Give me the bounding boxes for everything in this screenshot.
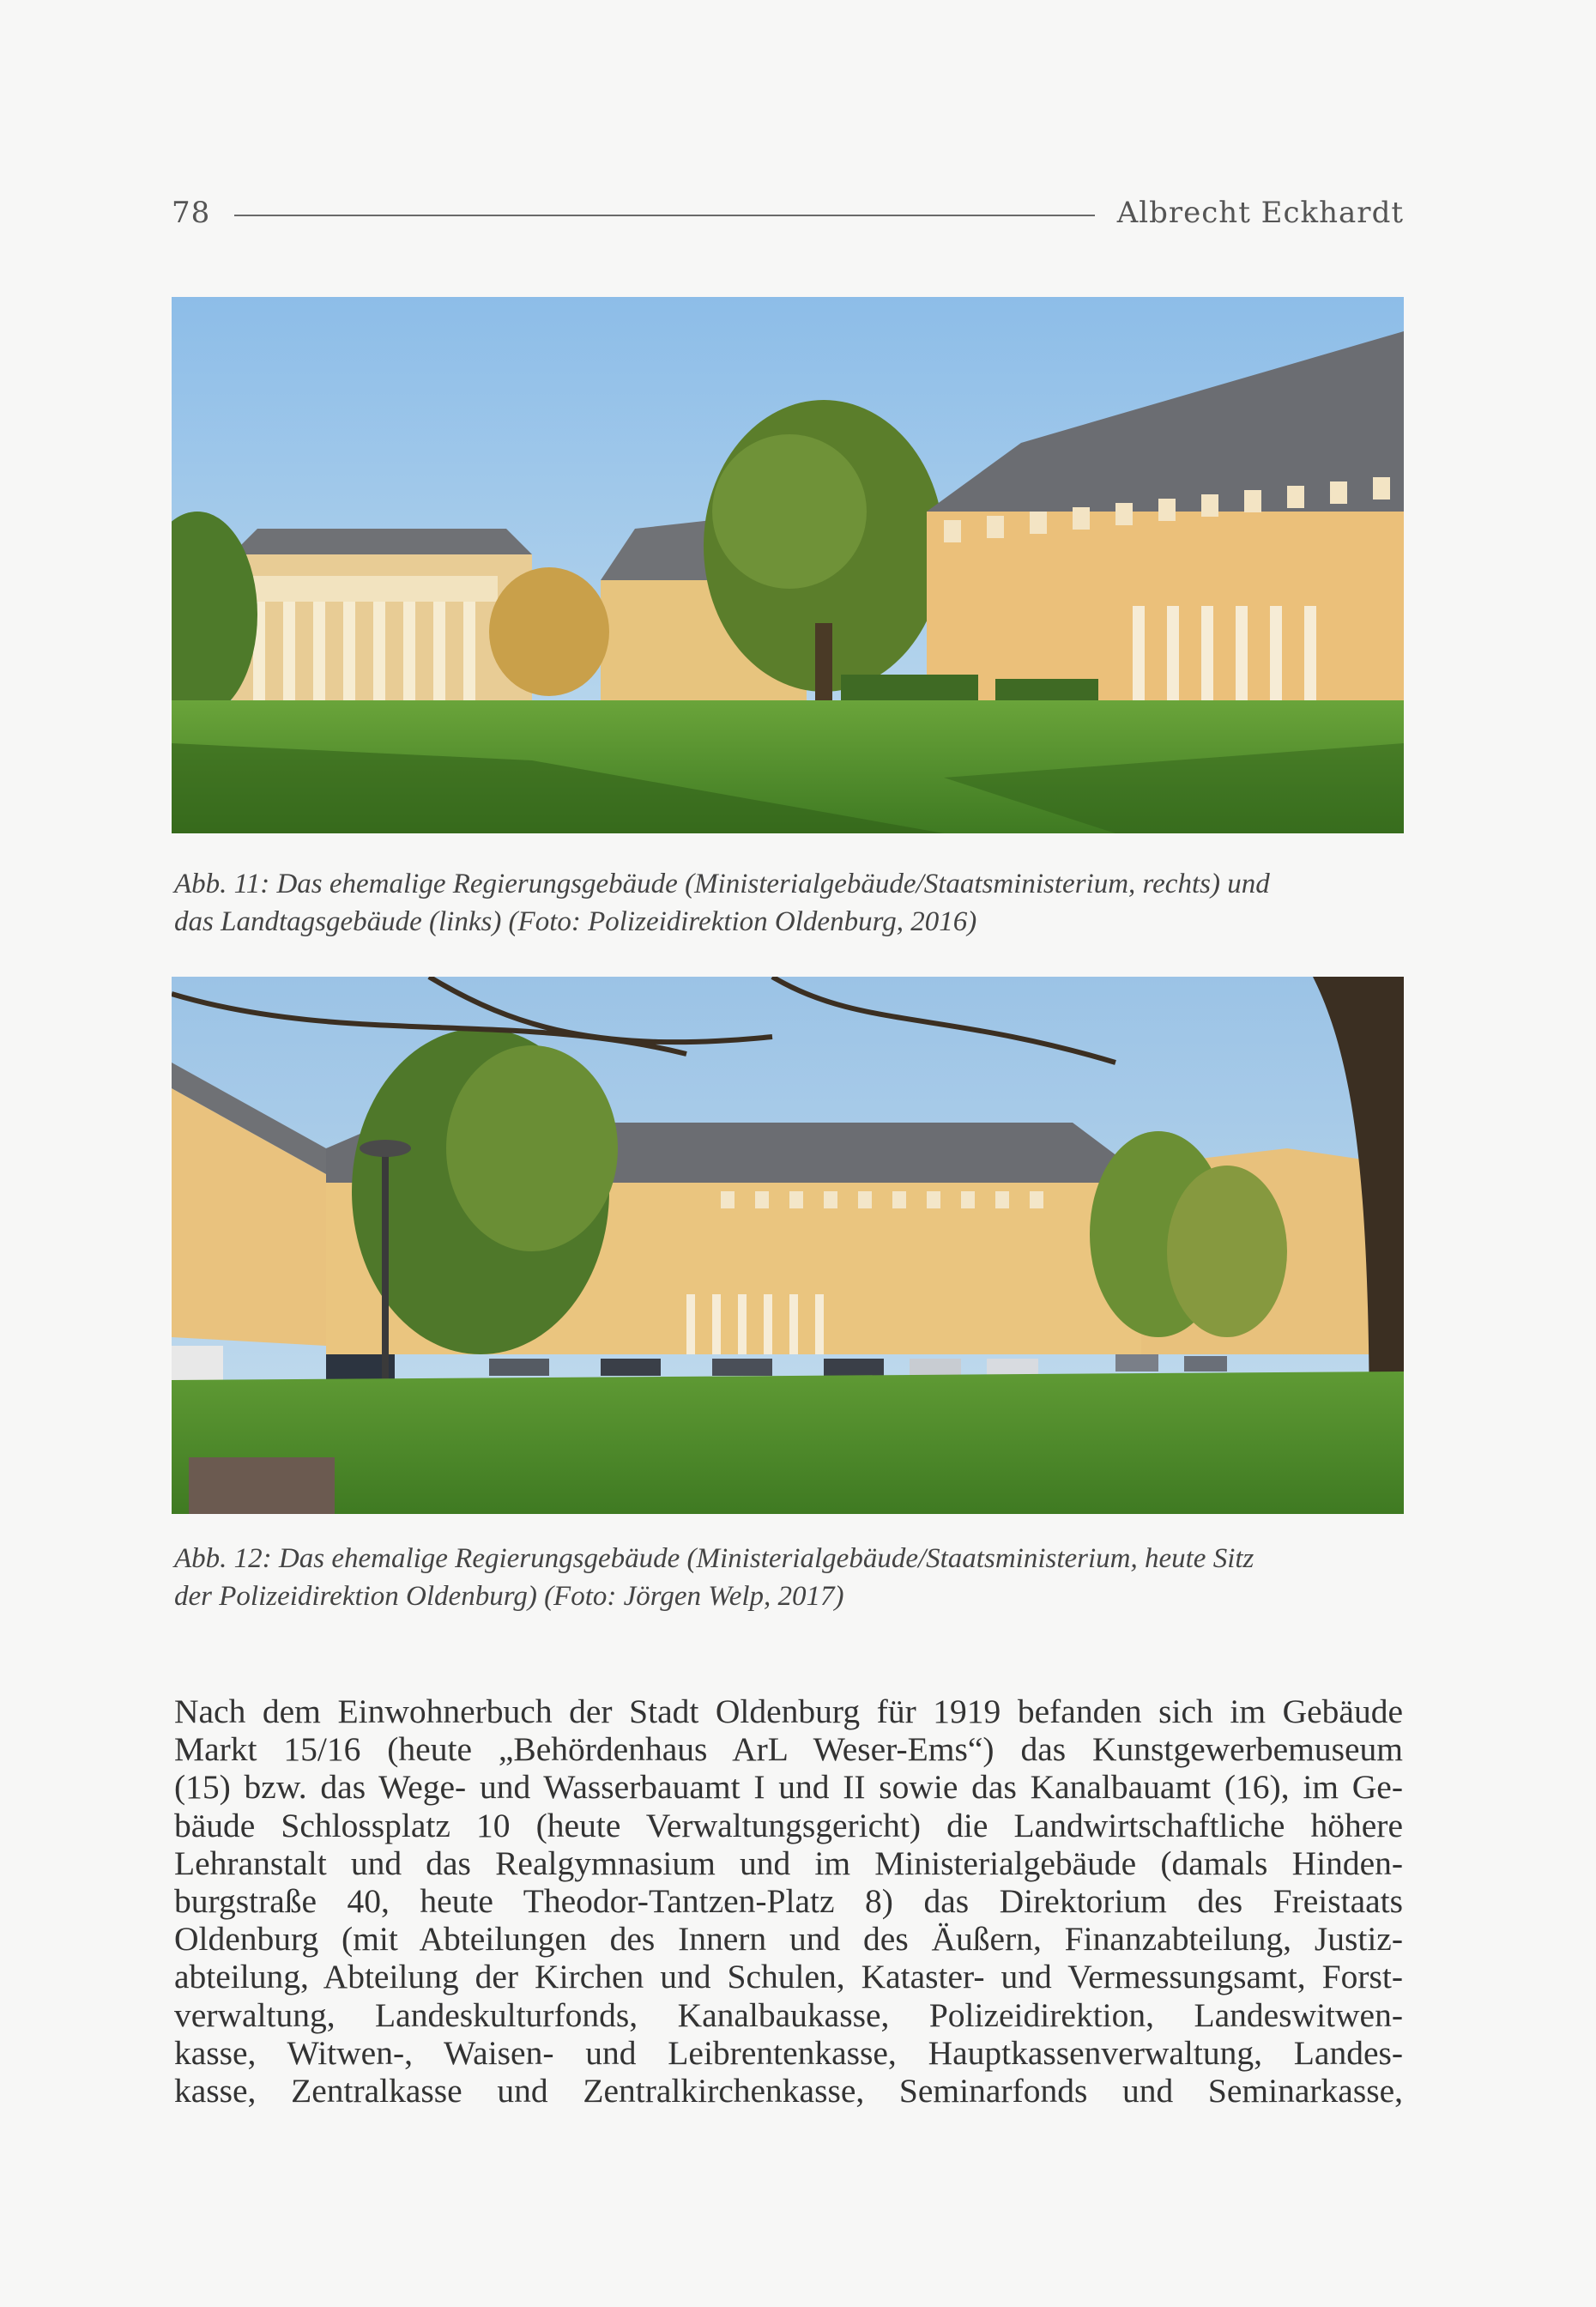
caption-line: Abb. 11: Das ehemalige Regierungsgebäude (Ministerialgebäude/Staatsministerium, rechts) und: [174, 869, 1270, 899]
body-line: kasse, Witwen-, Waisen- und Leibrentenkasse, Hauptkassenverwaltung, Landes-: [174, 2033, 1403, 2072]
header-rule: [234, 215, 1094, 216]
body-line: abteilung, Abteilung der Kirchen und Schulen, Kataster- und Vermessungsamt, Forst-: [174, 1958, 1403, 1996]
body-line: Nach dem Einwohnerbuch der Stadt Oldenburg für 1919 befanden sich im Gebäude: [174, 1692, 1403, 1730]
body-line: Oldenburg (mit Abteilungen des Innern und des Äußern, Finanzabteilung, Justiz-: [174, 1920, 1403, 1959]
body-line: Markt 15/16 (heute „Behördenhaus ArL Weser-Ems“) das Kunstgewerbemuseum: [174, 1730, 1403, 1769]
body-line: burgstraße 40, heute Theodor-Tantzen-Platz 8) das Direktorium des Freistaats: [174, 1882, 1403, 1921]
body-line: Lehranstalt und das Realgymnasium und im Ministerialgebäude (damals Hinden-: [174, 1844, 1403, 1882]
body-line: bäude Schlossplatz 10 (heute Verwaltungsgericht) die Landwirtschaftliche höhere: [174, 1806, 1403, 1844]
body-line: (15) bzw. das Wege- und Wasserbauamt I und II sowie das Kanalbauamt (16), im Ge-: [174, 1768, 1403, 1807]
figure-11-photo: [172, 297, 1404, 833]
body-line: verwaltung, Landeskulturfonds, Kanalbaukasse, Polizeidirektion, Landeswitwen-: [174, 1995, 1403, 2034]
body-line: kasse, Zentralkasse und Zentralkirchenkasse, Seminarfonds und Seminarkasse,: [174, 2072, 1403, 2110]
figure-11-caption: [174, 865, 1403, 941]
caption-line: das Landtagsgebäude (links) (Foto: Polizeidirektion Oldenburg, 2016): [174, 906, 977, 937]
caption-line: der Polizeidirektion Oldenburg) (Foto: Jörgen Welp, 2017): [174, 1581, 844, 1612]
caption-line: Abb. 12: Das ehemalige Regierungsgebäude (Ministerialgebäude/Staatsministerium, heute Sitz: [174, 1543, 1254, 1574]
figure-12-caption: [174, 1540, 1403, 1615]
running-header: [172, 191, 1404, 235]
body-paragraph: [174, 1692, 1403, 2110]
figure-12-photo: [172, 977, 1404, 1514]
running-head-author: Albrecht Eckhardt: [1116, 196, 1404, 230]
page-number: 78: [172, 196, 211, 230]
